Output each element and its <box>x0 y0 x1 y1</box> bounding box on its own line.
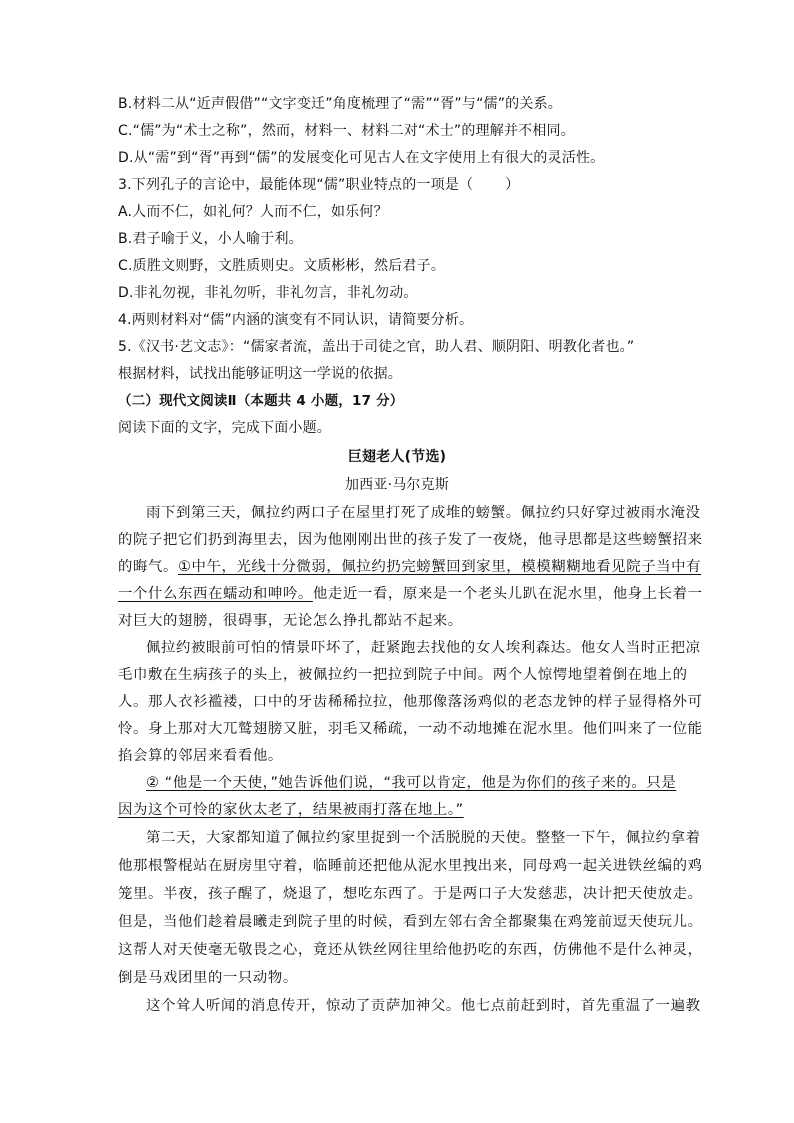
option-q3-c: C.质胜文则野，文胜质则史。文质彬彬，然后君子。 <box>118 258 446 274</box>
question-5-line-2: 根据材料，试找出能够证明这一学说的依据。 <box>118 366 402 382</box>
paragraph-text: 的晦气。 <box>118 559 178 575</box>
option-q3-a: A.人而不仁，如礼何？人而不仁，如乐何？ <box>118 204 388 220</box>
option-q3-b: B.君子喻于义，小人喻于利。 <box>118 231 303 247</box>
option-q2-b: B.材料二从“近声假借”“文字变迁”角度梳理了“需”“胥”与“儒”的关系。 <box>118 96 562 112</box>
underlined-sentence-2: ② “他是一个天使，”她告诉他们说，“我可以肯定，他是为你们的孩子来的。只是 <box>146 775 677 791</box>
question-3-stem <box>118 175 678 195</box>
paragraph-line: 第二天，大家都知道了佩拉约家里捉到一个活脱脱的天使。整整一下午，佩拉约拿着 <box>146 830 701 846</box>
underlined-sentence-1-cont: 一个什么东西在蠕动和呻吟。 <box>118 586 313 602</box>
question-4: 4.两则材料对“儒”内涵的演变有不同认识，请简要分析。 <box>118 312 474 328</box>
paragraph-line: 这帮人对天使毫无敬畏之心，竟还从铁丝网往里给他扔吃的东西，仿佛他不是什么神灵， <box>118 942 703 958</box>
underlined-sentence-1: ①中午，光线十分微弱，佩拉约扔完螃蟹回到家里，模模糊糊地看见院子当中有 <box>177 559 702 575</box>
paragraph-line: 掐会算的邻居来看看他。 <box>118 748 283 764</box>
section-heading: （二）现代文阅读Ⅱ（本题共 4 小题，17 分） <box>118 393 404 409</box>
section-instruction: 阅读下面的文字，完成下面小题。 <box>118 420 331 436</box>
option-q2-c: C.“儒”为“术士之称”，然而，材料一、材料二对“术士”的理解并不相同。 <box>118 123 575 139</box>
paragraph-line: 笼里。半夜，孩子醒了，烧退了，想吃东西了。于是两口子大发慈悲，决计把天使放走。 <box>118 886 703 902</box>
paragraph-line: 的院子把它们扔到海里去，因为他刚刚出世的孩子发了一夜烧，他寻思都是这些螃蟹招来 <box>118 532 703 548</box>
paragraph-line: 他那根警棍站在厨房里守着，临睡前还把他从泥水里拽出来，同母鸡一起关进铁丝编的鸡 <box>118 858 703 874</box>
paragraph-line: 对巨大的翅膀，很碍事，无论怎么挣扎都站不起来。 <box>118 613 463 629</box>
paragraph-line <box>118 584 703 604</box>
underlined-sentence-2-cont: 因为这个可怜的家伙太老了，结果被雨打落在地上。” <box>118 802 464 818</box>
question-5-line-1: 5.《汉书·艺文志》：“儒家者流，盖出于司徒之官，助人君、顺阴阳、明教化者也。” <box>118 339 635 355</box>
paragraph-line <box>118 557 702 577</box>
paragraph-line: 毛巾敷在生病孩子的头上，被佩拉约一把拉到院子中间。两个人惊愕地望着倒在地上的 <box>118 667 688 683</box>
option-q3-d: D.非礼勿视，非礼勿听，非礼勿言，非礼勿动。 <box>118 285 418 301</box>
paragraph-line: 佩拉约被眼前可怕的情景吓坏了，赶紧跑去找他的女人埃利森达。他女人当时正把凉 <box>146 640 701 656</box>
option-q2-d: D.从“需”到“胥”再到“儒”的发展变化可见古人在文字使用上有很大的灵活性。 <box>118 150 605 166</box>
paragraph-line: 雨下到第三天，佩拉约两口子在屋里打死了成堆的螃蟹。佩拉约只好穿过被雨水淹没 <box>146 505 701 521</box>
paragraph-line: 倒是马戏团里的一只动物。 <box>118 970 298 986</box>
paragraph-line: 人。那人衣衫褴褛，口中的牙齿稀稀拉拉，他那像落汤鸡似的老态龙钟的样子显得格外可 <box>118 694 703 710</box>
story-title: 巨翅老人(节选) <box>347 449 447 465</box>
paragraph-text: 他走近一看，原来是一个老头儿趴在泥水里，他身上长着一 <box>312 586 703 602</box>
question-3-stem-close: ） <box>505 177 520 193</box>
paragraph-line: 这个耸人听闻的消息传开，惊动了贡萨加神父。他七点前赶到时，首先重温了一遍教 <box>146 998 701 1014</box>
paragraph-line: 怜。身上那对大兀鹫翅膀又脏，羽毛又稀疏，一动不动地摊在泥水里。他们叫来了一位能 <box>118 721 703 737</box>
story-author: 加西亚·马尔克斯 <box>344 477 450 493</box>
question-3-stem-text: 3.下列孔子的言论中，最能体现“儒”职业特点的一项是（ <box>118 177 474 193</box>
paragraph-line: 但是，当他们趁着晨曦走到院子里的时候，看到左邻右舍全都聚集在鸡笼前逗天使玩儿。 <box>118 914 703 930</box>
